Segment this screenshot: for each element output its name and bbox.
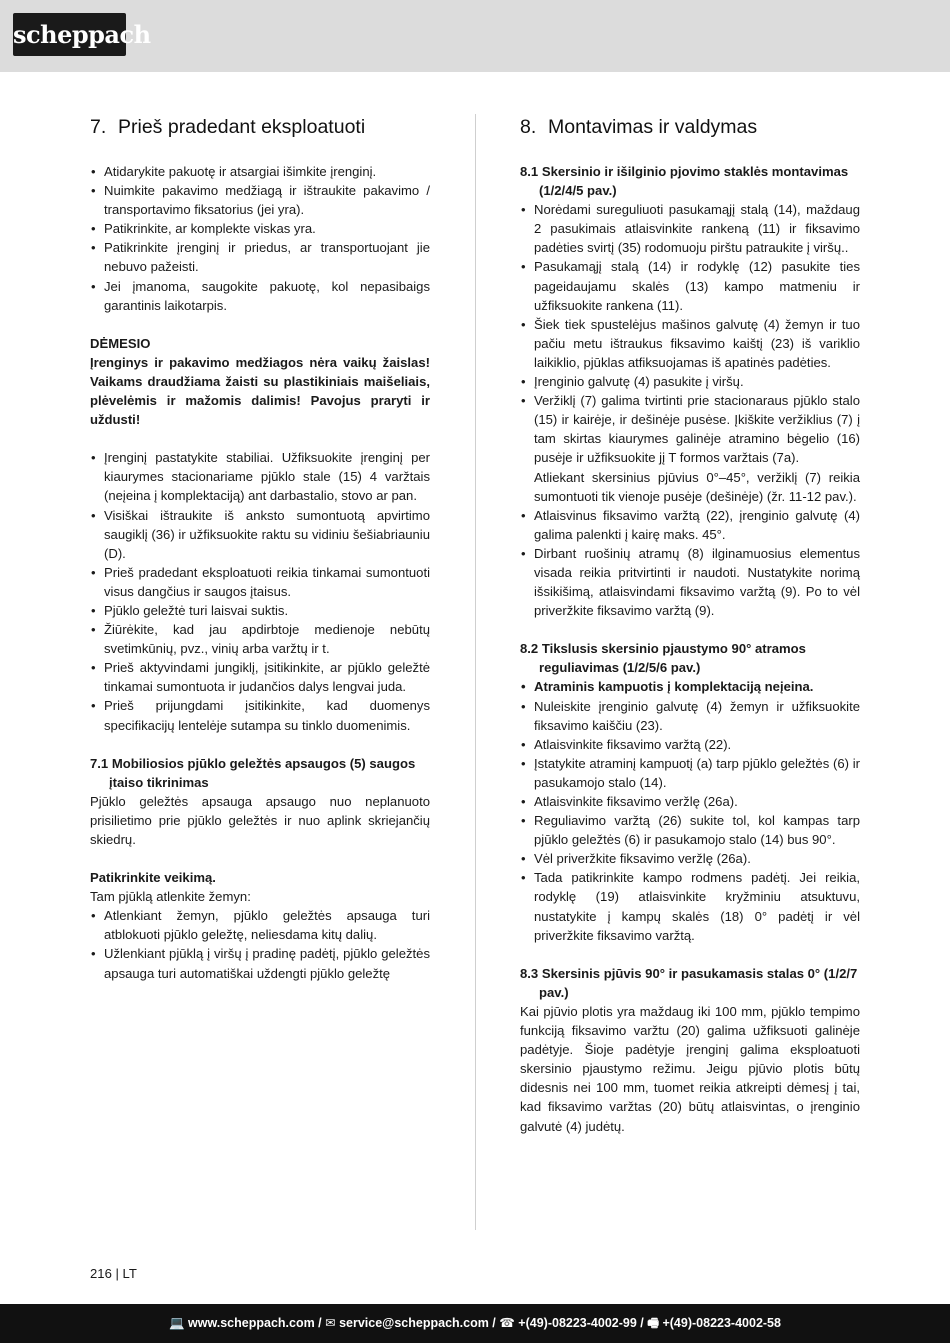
section-8-2-heading: 8.2 Tikslusis skersinio pjaustymo 90° atramos reguliavimas (1/2/5/6 pav.) bbox=[520, 641, 806, 676]
list-item: • Tada patikrinkite kampo rodmens padėtį. Jei reikia, rodyklę (19) atlaisvinkite kryžminiu atsuktuvu, nustatykite į kampų skalės (18) 0° padėtį ir vėl priveržkite fiksavimo varžtą. bbox=[520, 868, 860, 944]
section-8-3-text: Kai pjūvio plotis yra maždaug iki 100 mm, pjūklo tempimo funkciją fiksavimo varžtu (20) galima užfiksuoti galinėje padėtyje. Šioje padėtyje įrenginį galima eksploatuoti skersinio pjaustymo režimu. Jeigu pjūvio plotis būtų didesnis nei 100 mm, tuomet reikia atkreipti dėmesį į tai, kad fiksavimo varžtas (20) būtų atlaisvintas, o įrenginio galvutė (4) judėtų. bbox=[520, 1003, 860, 1134]
list-item: • Prieš aktyvindami jungiklį, įsitikinkite, ar pjūklo geležtė tinkamai sumontuota ir judančios dalys lengvai juda. bbox=[90, 658, 430, 696]
list-item: • Žiūrėkite, kad jau apdirbtoje medienoje nebūtų svetimkūnių, pvz., vinių arba varžtų ir t. bbox=[90, 620, 430, 658]
list-item: • Įrenginį pastatykite stabiliai. Užfiksuokite įrenginį per kiaurymes stacionariame pjūklo stale (15) 4 varžtais (neįeina į komplektaciją) ant darbastalio, stovo ar pan. bbox=[90, 448, 430, 505]
list-item: • Prieš prijungdami įsitikinkite, kad duomenys specifikacijų lentelėje sutampa su tinklo duomenimis. bbox=[90, 696, 430, 734]
list-item: • Pjūklo geležtė turi laisvai suktis. bbox=[90, 601, 430, 620]
list-item: • Pasukamąjį stalą (14) ir rodyklę (12) pasukite ties pageidaujamu skalės (13) kampo matmeniu ir užfiksuokite rankena (11). bbox=[520, 257, 860, 314]
section-7-1-heading: 7.1 Mobiliosios pjūklo geležtės apsaugos (5) saugos įtaiso tikrinimas bbox=[90, 755, 416, 790]
list-item: • Įrenginio galvutę (4) pasukite į viršų. bbox=[520, 372, 860, 391]
list-item: • Atraminis kampuotis į komplektaciją neįeina. bbox=[520, 677, 860, 696]
list-item: • Dirbant ruošinių atramų (8) ilginamuosius elementus visada reikia pritvirtinti ir naudoti. Nustatykite norimą išsikišimą, atlaisvindami fiksavimo varžtą (9). Po to vėl priveržkite fiksavimo varžtą (9). bbox=[520, 544, 860, 620]
list-item: • Atlaisvinkite fiksavimo veržlę (26a). bbox=[520, 792, 860, 811]
section-8-1-heading: 8.1 Skersinio ir išilginio pjovimo staklės montavimas (1/2/4/5 pav.) bbox=[520, 164, 849, 199]
scheppach-logo: scheppach bbox=[13, 13, 126, 56]
list-item: • Įstatykite atraminį kampuotį (a) tarp pjūklo geležtės (6) ir pasukamojo stalo (14). bbox=[520, 754, 860, 792]
check-list bbox=[90, 906, 430, 982]
section-8-1-note: Atliekant skersinius pjūvius 0°–45°, veržiklį (7) reikia sumontuoti tik vienoje pusėje (dešinėje) (žr. 11-12 pav.). bbox=[534, 469, 860, 504]
unpacking-list bbox=[90, 162, 430, 315]
left-column bbox=[90, 114, 430, 983]
list-item: • Visiškai ištraukite iš anksto sumontuotą apvirtimo saugiklį (36) ir užfiksuokite raktu su vidiniu šešiabriauniu (D). bbox=[90, 506, 430, 563]
section-8-3-heading: 8.3 Skersinis pjūvis 90° ir pasukamasis stalas 0° (1/2/7 pav.) bbox=[520, 965, 858, 1000]
page-number-value: 216 bbox=[90, 1266, 112, 1281]
list-item: • Patikrinkite, ar komplekte viskas yra. bbox=[90, 219, 430, 238]
warning-text: Įrenginys ir pakavimo medžiagos nėra vaikų žaislas! Vaikams draudžiama žaisti su plastikiniais maišeliais, plėvelėmis ir mažomis dalimis! Pavojus praryti ir uždusti! bbox=[90, 354, 430, 428]
list-item: • Atlenkiant žemyn, pjūklo geležtės apsauga turi atblokuoti pjūklo geležtę, neliesdama kitų dalių. bbox=[90, 906, 430, 944]
list-item: • Vėl priveržkite fiksavimo veržlę (26a). bbox=[520, 849, 860, 868]
right-column bbox=[520, 114, 860, 1136]
list-item: • Patikrinkite įrenginį ir priedus, ar transportuojant jie nebuvo pažeisti. bbox=[90, 238, 430, 276]
list-item: • Atlaisvinkite fiksavimo varžtą (22). bbox=[520, 735, 860, 754]
section-8-1-list bbox=[520, 200, 860, 467]
list-item: • Nuimkite pakavimo medžiagą ir ištraukite pakavimo / transportavimo fiksatorius (jei yra). bbox=[90, 181, 430, 219]
header-band bbox=[0, 0, 950, 72]
language-code: LT bbox=[122, 1266, 137, 1281]
contact-info: 💻 www.scheppach.com / ✉ service@scheppach.com / ☎ +(49)-08223-4002-99 / 🖷 +(49)-08223-4002-58 bbox=[169, 1316, 781, 1330]
list-item: • Reguliavimo varžtą (26) sukite tol, kol kampas tarp pjūklo geležtės (6) ir pasukamojo stalo (14) bus 90°. bbox=[520, 811, 860, 849]
contact-bar bbox=[0, 1304, 950, 1343]
check-function-intro: Tam pjūklą atlenkite žemyn: bbox=[90, 889, 251, 905]
list-item: • Nuleiskite įrenginio galvutę (4) žemyn ir užfiksuokite fiksavimo kaiščiu (23). bbox=[520, 697, 860, 735]
warning-title: DĖMESIO bbox=[90, 335, 151, 351]
section-8-heading: 8. Montavimas ir valdymas bbox=[520, 116, 758, 138]
list-item: • Užlenkiant pjūklą į viršų į pradinę padėtį, pjūklo geležtės apsauga turi automatiškai uždengti pjūklo geležtę bbox=[90, 944, 430, 982]
section-8-2-list bbox=[520, 677, 860, 944]
page-number: 216 | LT bbox=[90, 1266, 137, 1281]
list-item: • Norėdami sureguliuoti pasukamąjį stalą (14), maždaug 2 pasukimais atlaisvinkite rankeną (11) ir fiksavimo padėties svirtį (35) rodomuoju pirštu patraukite į viršų.. bbox=[520, 200, 860, 257]
list-item: • Atlaisvinus fiksavimo varžtą (22), įrenginio galvutę (4) galima palenkti į kairę maks. 45°. bbox=[520, 506, 860, 544]
list-item: • Atidarykite pakuotę ir atsargiai išimkite įrenginį. bbox=[90, 162, 430, 181]
list-item: • Šiek tiek spustelėjus mašinos galvutę (4) žemyn ir tuo pačiu metu ištraukus fiksavimo kaištį (23) iš variklio laikiklio, pjūklas atfiksuojamas iš apatinės padėties. bbox=[520, 315, 860, 372]
section-7-1-text: Pjūklo geležtės apsauga apsaugo nuo neplanuoto prisilietimo prie pjūklo geležtės ir nuo aplink skriejančių skiedrų. bbox=[90, 793, 430, 847]
list-item: • Veržiklį (7) galima tvirtinti prie stacionaraus pjūklo stalo (15) ir kairėje, ir dešinėje pusėse. Įkiškite veržiklius (7) į tam skirtas kiaurymes galinėje atramino bėgelio (16) pusėje ir užfiksuokite jį T formos varžtais (7a). bbox=[520, 391, 860, 467]
list-item: • Jei įmanoma, saugokite pakuotę, kol nepasibaigs garantinis laikotarpis. bbox=[90, 277, 430, 315]
setup-list bbox=[90, 448, 430, 734]
section-7-heading: 7. Prieš pradedant eksploatuoti bbox=[90, 116, 366, 138]
section-8-1-list-continued bbox=[520, 506, 860, 621]
column-divider bbox=[475, 114, 476, 1230]
list-item: • Prieš pradedant eksploatuoti reikia tinkamai sumontuoti visus dangčius ir saugos įtaisus. bbox=[90, 563, 430, 601]
check-function-heading: Patikrinkite veikimą. bbox=[90, 870, 216, 886]
